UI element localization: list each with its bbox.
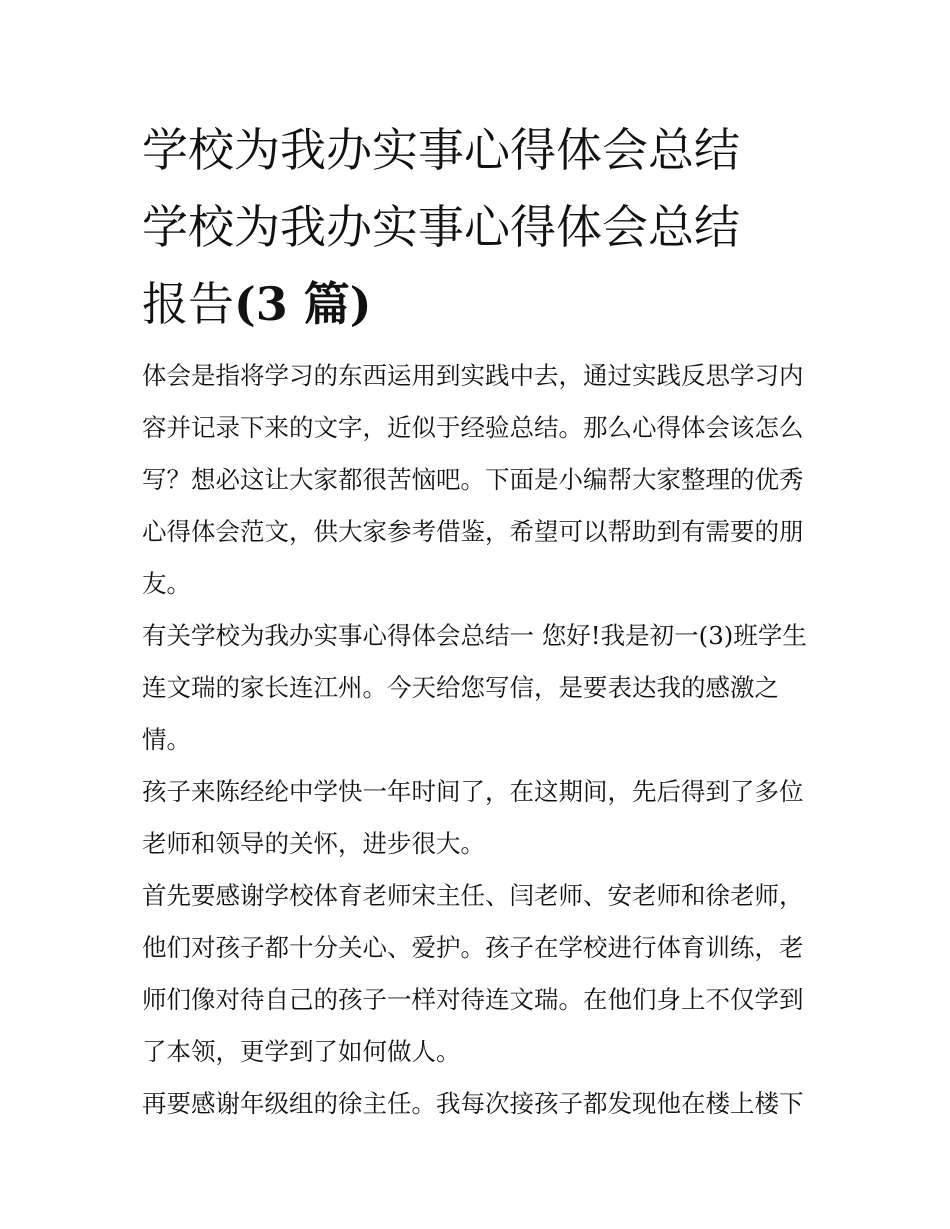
text-line: 心得体会范文，供大家参考借鉴，希望可以帮助到有需要的朋 [142, 517, 804, 546]
paragraph-progress [142, 766, 814, 870]
text-line: 有关学校为我办实事心得体会总结一 您好!我是初一(3)班学生 [142, 621, 807, 650]
title-line-3-suffix: (3 篇) [234, 277, 372, 331]
document-body [142, 350, 814, 1130]
text-line: 情。 [142, 725, 191, 754]
title-line-3-prefix: 报告 [142, 277, 234, 331]
title-line-2: 学校为我办实事心得体会总结 [142, 200, 740, 254]
text-line: 连文瑞的家长连江州。今天给您写信，是要表达我的感激之 [142, 673, 779, 702]
paragraph-greeting [142, 610, 814, 766]
text-line: 老师和领导的关怀，进步很大。 [142, 829, 485, 858]
document-page [142, 112, 814, 1130]
title-line-1: 学校为我办实事心得体会总结 [142, 123, 740, 177]
text-line: 容并记录下来的文字，近似于经验总结。那么心得体会该怎么 [142, 413, 804, 442]
paragraph-thanks-pe [142, 870, 814, 1078]
text-line: 再要感谢年级组的徐主任。我每次接孩子都发现他在楼上楼下 [142, 1089, 804, 1118]
paragraph-intro [142, 350, 814, 610]
text-line: 他们对孩子都十分关心、爱护。孩子在学校进行体育训练，老 [142, 933, 804, 962]
title-line-3 [142, 266, 814, 343]
text-line: 师们像对待自己的孩子一样对待连文瑞。在他们身上不仅学到 [142, 985, 804, 1014]
text-line: 孩子来陈经纶中学快一年时间了，在这期间，先后得到了多位 [142, 777, 804, 806]
paragraph-thanks-grade [142, 1078, 814, 1130]
text-line: 体会是指将学习的东西运用到实践中去，通过实践反思学习内 [142, 361, 804, 390]
document-title [142, 112, 814, 343]
text-line: 友。 [142, 569, 191, 598]
text-line: 首先要感谢学校体育老师宋主任、闫老师、安老师和徐老师， [142, 881, 804, 910]
text-line: 了本领，更学到了如何做人。 [142, 1037, 461, 1066]
text-line: 写？想必这让大家都很苦恼吧。下面是小编帮大家整理的优秀 [142, 465, 804, 494]
